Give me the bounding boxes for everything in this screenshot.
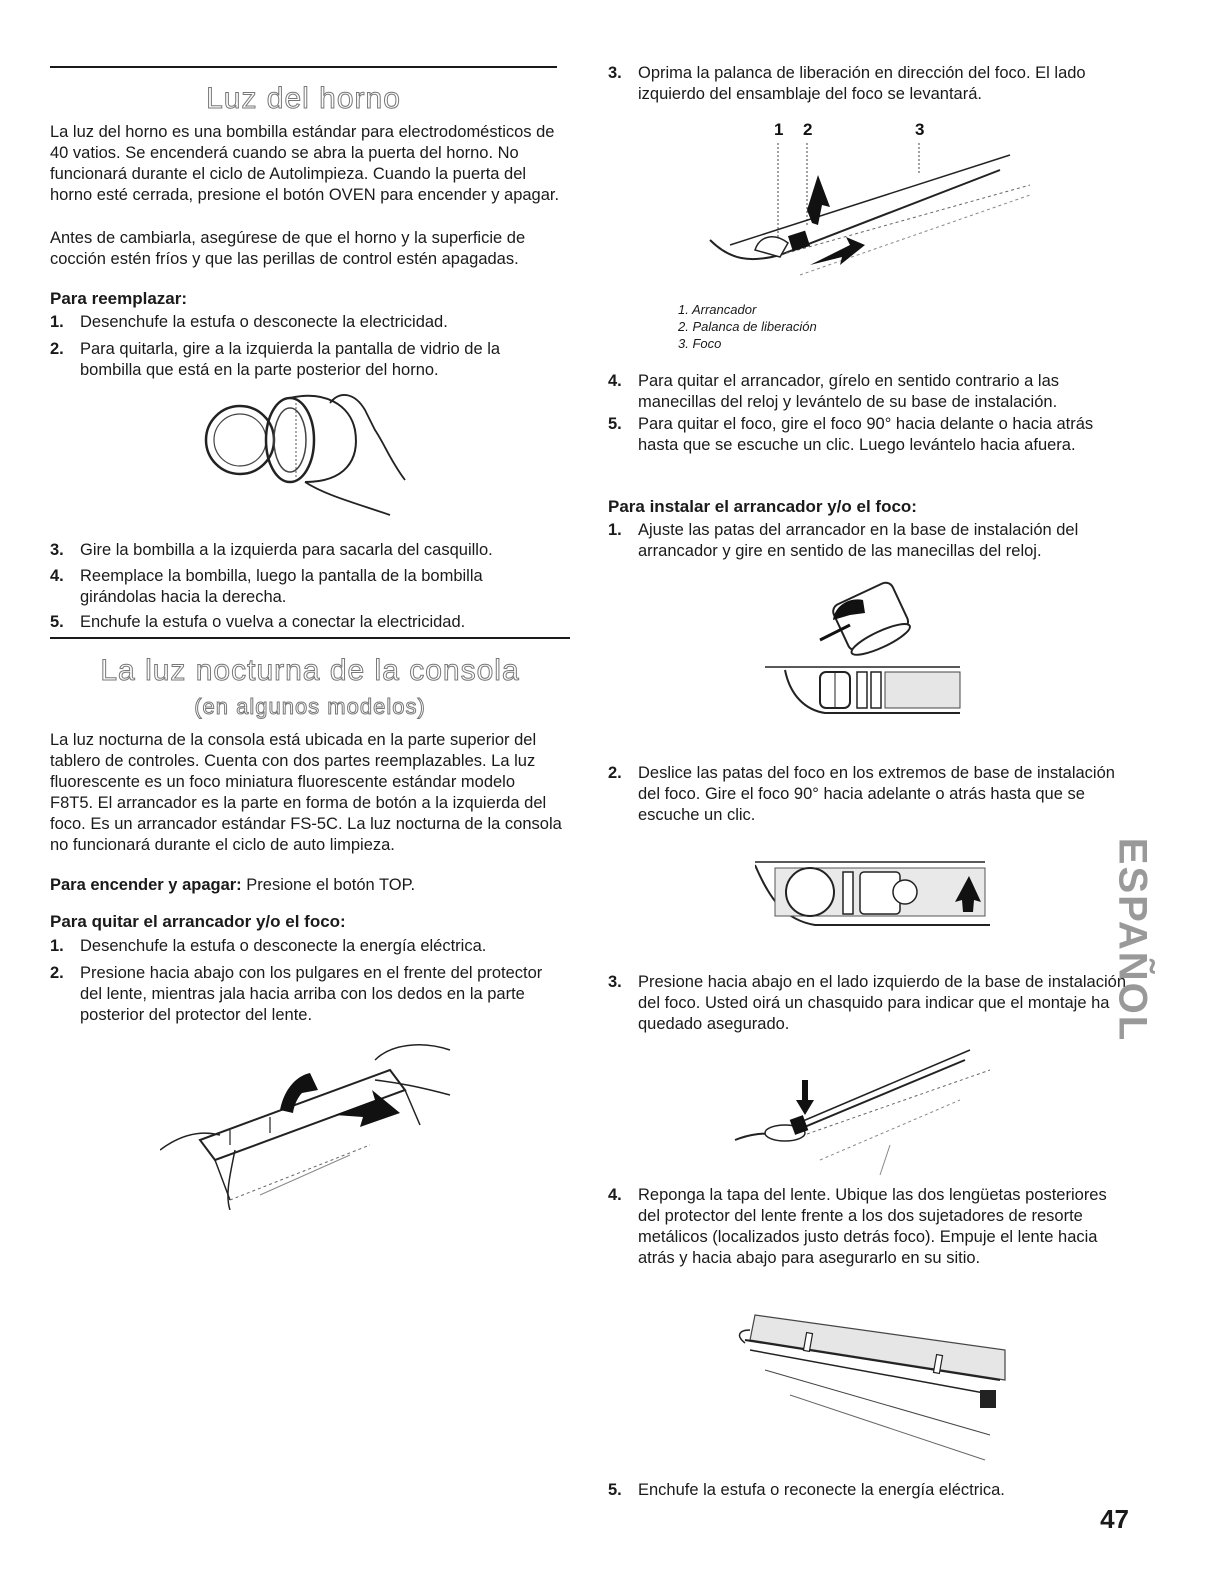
oven-light-warning: Antes de cambiarla, asegúrese de que el horno y la superficie de cocción estén fríos y que las perillas de control estén apagadas. bbox=[50, 229, 526, 268]
remove-heading: Para quitar el arrancador y/o el foco: bbox=[50, 912, 346, 931]
install-step-1: 1. Ajuste las patas del arrancador en la base de instalación del arrancador y gire en sentido de las manecillas del reloj. bbox=[608, 521, 1079, 560]
callout-1: 1 bbox=[774, 120, 784, 139]
replace-step-3: 3. Gire la bombilla a la izquierda para sacarla del casquillo. bbox=[50, 541, 493, 559]
callout-2: 2 bbox=[803, 120, 813, 139]
lens-removal-illustration bbox=[160, 1035, 460, 1210]
release-step-3: 3. Oprima la palanca de liberación en dirección del foco. El lado izquierdo del ensamblaje del foco se levantará. bbox=[608, 64, 1086, 103]
figure-legend bbox=[678, 301, 817, 352]
bulb-removal-illustration bbox=[195, 385, 425, 525]
section-divider bbox=[50, 637, 570, 639]
install-step-2: 2. Deslice las patas del foco en los extremos de base de instalación del foco. Gire el foco 90° hacia adelante o atrás hasta que se escuche un clic. bbox=[608, 764, 1115, 824]
install-step-5: 5. Enchufe la estufa o reconecte la energía eléctrica. bbox=[608, 1481, 1005, 1499]
section-title-console-light: La luz nocturna de la consola bbox=[100, 654, 520, 687]
callout-3: 3 bbox=[915, 120, 925, 139]
lens-replace-illustration bbox=[735, 1295, 1010, 1465]
oven-light-intro: La luz del horno es una bombilla estándar para electrodomésticos de 40 vatios. Se encenderá cuando se abra la puerta del horno. No funcionará durante el ciclo de Autolimpieza. Cuando la puerta del horno esté cerrada, presione el botón OVEN para encender y apagar. bbox=[50, 123, 560, 204]
remove-step-2: 2. Presione hacia abajo con los pulgares en el frente del protector del lente, mientras jala hacia arriba con los dedos en la parte posterior del protector del lente. bbox=[50, 964, 543, 1024]
legend-item-2: 2. Palanca de liberación bbox=[678, 319, 817, 334]
install-step-3: 3. Presione hacia abajo en el lado izquierdo de la base de instalación del foco. Usted oirá un chasquido para indicar que el montaje ha quedado asegurado. bbox=[608, 973, 1127, 1033]
section-subtitle-models: (en algunos modelos) bbox=[194, 694, 426, 719]
install-heading: Para instalar el arrancador y/o el foco: bbox=[608, 497, 917, 516]
lamp-assembly-illustration bbox=[700, 115, 1040, 300]
section-title-oven-light: Luz del horno bbox=[206, 82, 401, 115]
replace-step-1: 1. Desenchufe la estufa o desconecte la electricidad. bbox=[50, 313, 448, 331]
legend-item-3: 3. Foco bbox=[678, 336, 722, 351]
remove-step-1: 1. Desenchufe la estufa o desconecte la energía eléctrica. bbox=[50, 937, 487, 955]
page-number: 47 bbox=[1100, 1504, 1129, 1534]
language-side-tab: ESPAÑOL bbox=[1110, 837, 1155, 1043]
press-down-illustration bbox=[730, 1045, 1000, 1185]
replace-step-4: 4. Reemplace la bombilla, luego la pantalla de la bombilla girándolas hacia la derecha. bbox=[50, 567, 483, 606]
install-step-4: 4. Reponga la tapa del lente. Ubique las dos lengüetas posteriores del protector del lente frente a los dos sujetadores de resorte metálicos (localizados justo detrás foco). Empuje el lente hacia atrás y hacia abajo para asegurarlo en su sitio. bbox=[608, 1186, 1107, 1267]
bulb-install-illustration bbox=[755, 850, 995, 935]
onoff-line: Para encender y apagar: Presione el botón TOP. bbox=[50, 876, 416, 894]
starter-install-illustration bbox=[765, 575, 965, 735]
console-light-intro: La luz nocturna de la consola está ubicada en la parte superior del tablero de controles. Cuenta con dos partes reemplazables. La luz fluorescente es un foco miniatura fluorescente estándar modelo F8T5. El arrancador es la parte en forma de botón a la izquierda del foco. Es un arrancador estándar FS-5C. La luz nocturna de la consola no funcionará durante el ciclo de auto limpieza. bbox=[50, 731, 562, 854]
replace-step-5: 5. Enchufe la estufa o vuelva a conectar la electricidad. bbox=[50, 613, 466, 631]
remove-starter-step-4: 4. Para quitar el arrancador, gírelo en sentido contrario a las manecillas del reloj y levántelo de su base de instalación. bbox=[608, 372, 1059, 411]
top-rule bbox=[50, 66, 557, 68]
remove-bulb-step-5: 5. Para quitar el foco, gire el foco 90° hacia delante o hacia atrás hasta que se escuche un clic. Luego levántelo hacia afuera. bbox=[608, 415, 1094, 454]
replace-heading: Para reemplazar: bbox=[50, 289, 188, 308]
replace-step-2: 2. Para quitarla, gire a la izquierda la pantalla de vidrio de la bombilla que está en la parte posterior del horno. bbox=[50, 340, 501, 379]
legend-item-1: 1. Arrancador bbox=[678, 302, 757, 317]
